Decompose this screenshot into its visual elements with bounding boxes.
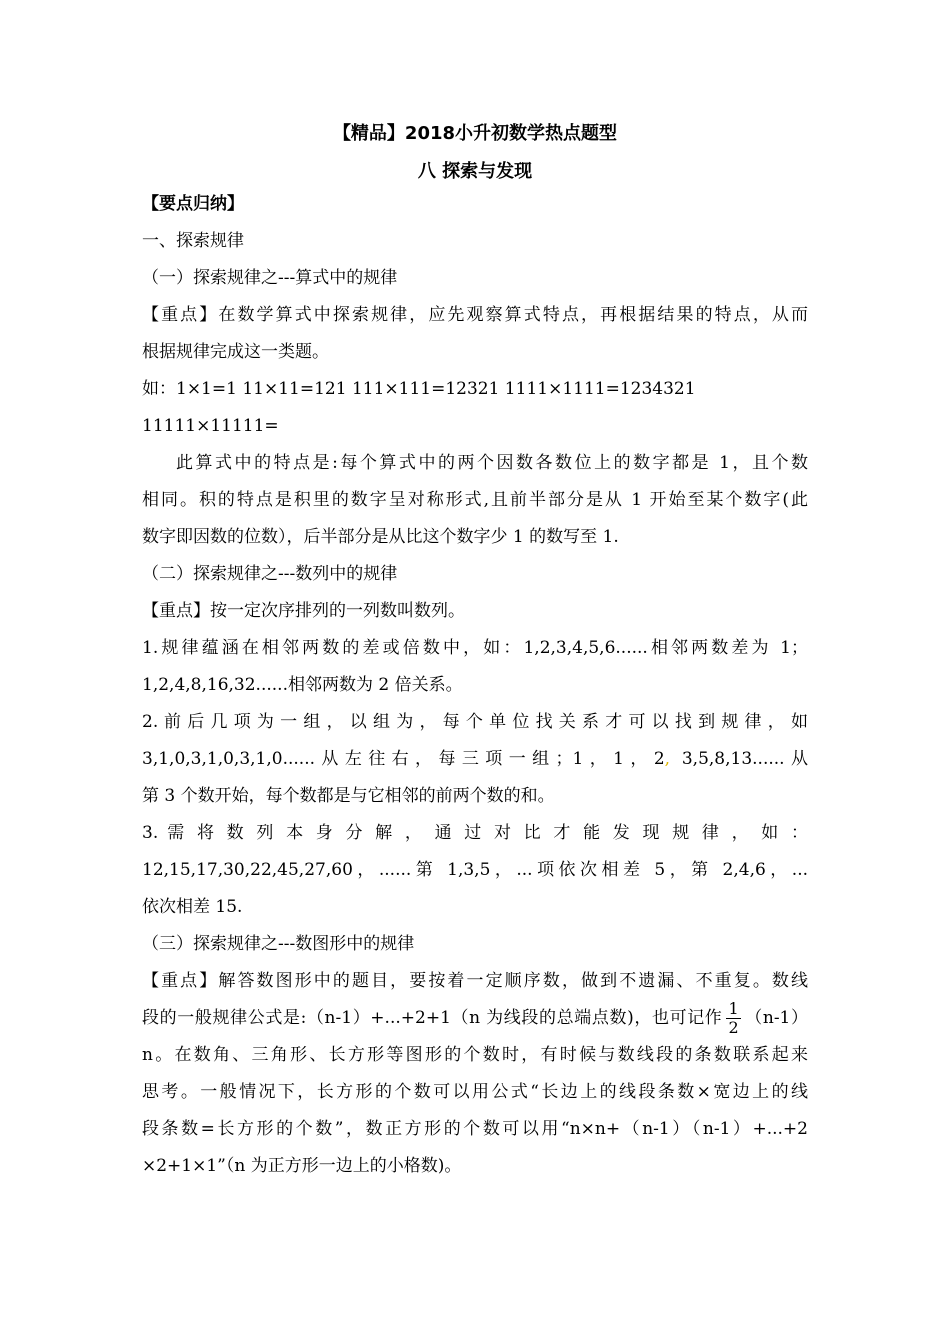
key-point-2: [142, 593, 808, 630]
key-tag: 【重点】: [142, 305, 219, 325]
rule-2-line-2: [142, 741, 808, 778]
key-point-3-line-6: ×2+1×1”（n 为正方形一边上的小格数)。: [142, 1156, 462, 1176]
key-text: 按一定次序排列的一列数叫数列。: [210, 601, 465, 621]
key-tag: 【重点】: [142, 601, 210, 621]
fraction-one-half: [726, 1000, 740, 1037]
rule-2-text-b: 3,5,8,13......从: [670, 749, 808, 769]
highlight-mark: ,: [664, 749, 671, 769]
fraction-denominator: 2: [728, 1018, 739, 1037]
key-point-1-line-2: 根据规律完成这一类题。: [142, 342, 329, 362]
key-text: 在数学算式中探索规律，应先观察算式特点，再根据结果的特点，从而: [218, 305, 809, 325]
key-point-3-line-2: [142, 1000, 808, 1037]
rule-1-line-2: 1,2,4,8,16,32......相邻两数为 2 倍关系。: [142, 675, 463, 695]
rule-2-line-3: 第 3 个数开始，每个数都是与它相邻的前两个数的和。: [142, 786, 555, 806]
rule-3-line-3: 依次相差 15.: [142, 897, 243, 917]
fraction-numerator: 1: [728, 999, 739, 1018]
rule-1-line-1: 1.规律蕴涵在相邻两数的差或倍数中，如：1,2,3,4,5,6......相邻两数差为 1；: [142, 638, 808, 658]
rule-2-text-a: 3,1,0,3,1,0,3,1,0......从左往右，每三项一组；1，1，2: [142, 749, 665, 769]
rule-3-line-1: 3. 需 将 数 列 本 身 分 解 ， 通 过 对 比 才 能 发 现 规 律 ， 如 ：: [142, 823, 808, 843]
part-heading: 一、探索规律: [142, 231, 244, 251]
document-title: 【精品】2018小升初数学热点题型: [332, 123, 618, 144]
key-point-3-line-4: 思考。一般情况下，长方形的个数可以用公式“长边上的线段条数×宽边上的线: [142, 1082, 808, 1102]
key-tag: 【重点】: [142, 971, 219, 991]
subsection-heading-2: （二）探索规律之---数列中的规律: [142, 564, 398, 584]
feature-line-2: 相同。积的特点是积里的数字呈对称形式,且前半部分是从 1 开始至某个数字(此: [142, 490, 808, 510]
example-line-2: 11111×11111=: [142, 416, 279, 436]
key-point-1-line-1: [142, 297, 808, 334]
formula-tail: （n-1）: [744, 1008, 808, 1028]
key-point-3-line-5: 段条数=长方形的个数”，数正方形的个数可以用“n×n+（n-1）（n-1）+...+2: [142, 1119, 808, 1139]
feature-line-1: 此算式中的特点是:每个算式中的两个因数各数位上的数字都是 1，且个数: [176, 453, 808, 473]
key-text: 解答数图形中的题目，要按着一定顺序数，做到不遗漏、不重复。数线: [218, 971, 809, 991]
section-heading: 【要点归纳】: [142, 194, 244, 214]
document-body: [142, 118, 808, 1185]
key-point-3-line-1: [142, 963, 808, 1000]
document-subtitle: 八 探索与发现: [417, 161, 533, 182]
rule-2-line-1: 2. 前 后 几 项 为 一 组 ， 以 组 为 ， 每 个 单 位 找 关 系 才 可 以 找 到 规 律 ， 如: [142, 712, 808, 732]
example-line-1: 如：1×1=1 11×11=121 111×111=12321 1111×1111=1234321: [142, 379, 696, 399]
feature-line-3: 数字即因数的位数），后半部分是从比这个数字少 1 的数写至 1.: [142, 527, 619, 547]
subsection-heading-1: （一）探索规律之---算式中的规律: [142, 268, 398, 288]
subsection-heading-3: （三）探索规律之---数图形中的规律: [142, 934, 415, 954]
rule-3-line-2: 12,15,17,30,22,45,27,60，......第 1,3,5，...项依次相差 5，第 2,4,6，...: [142, 860, 808, 880]
formula-text: 段的一般规律公式是:（n-1）+...+2+1（n 为线段的总端点数)，也可记作: [142, 1008, 723, 1028]
key-point-3-line-3: n。在数角、三角形、长方形等图形的个数时，有时候与数线段的条数联系起来: [142, 1045, 808, 1065]
